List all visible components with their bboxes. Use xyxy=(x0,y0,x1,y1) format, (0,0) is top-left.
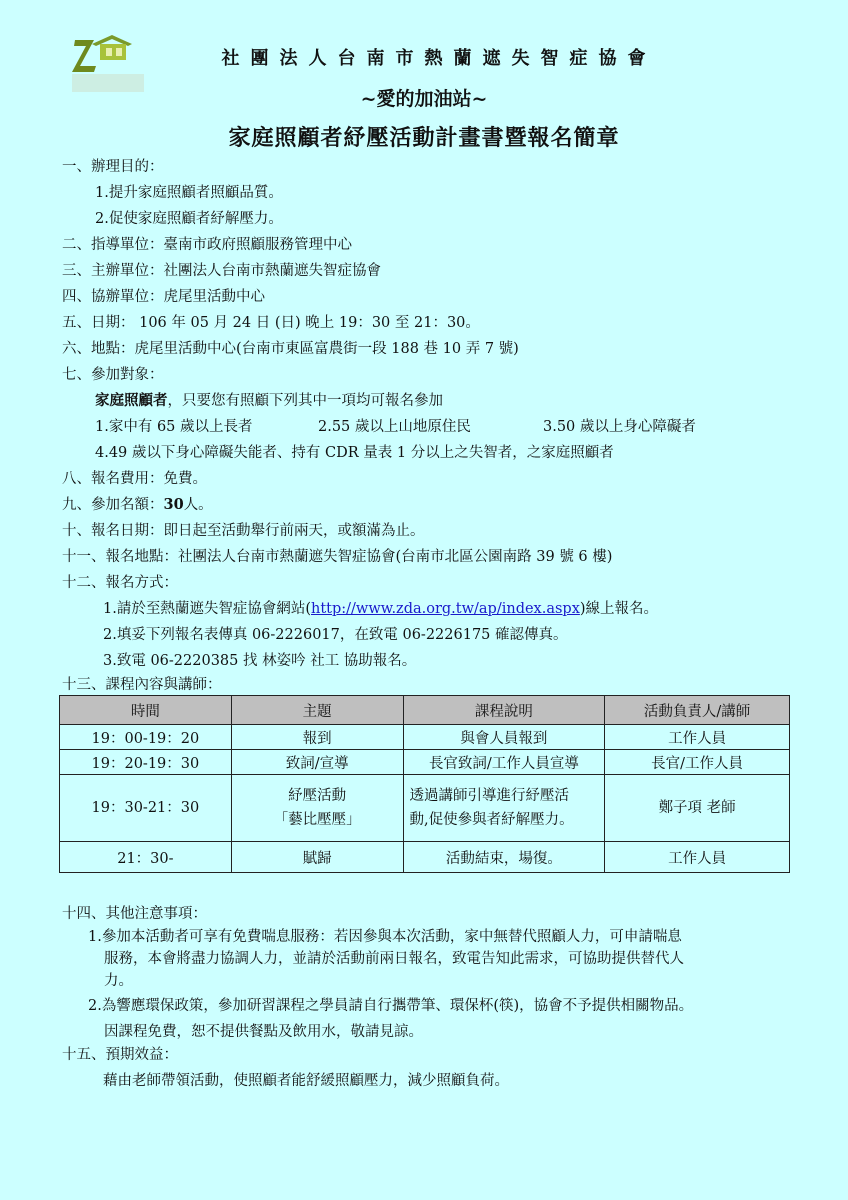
eligibility-4: 4.49 歲以下身心障礙失能者、持有 CDR 量表 1 分以上之失智者，之家庭照顧者 xyxy=(95,445,614,461)
section-8-fee: 八、報名費用：免費。 xyxy=(62,471,207,487)
document-title: 家庭照顧者紓壓活動計畫書暨報名簡章 xyxy=(228,125,620,151)
description-line-2: 動,促使參與者紓解壓力。 xyxy=(409,812,574,828)
table-row xyxy=(60,750,790,775)
cell-topic: 賦歸 xyxy=(231,842,403,873)
cell-description: 長官致詞/工作人員宣導 xyxy=(403,750,605,775)
note-2-line-1: 2.為響應環保政策，參加研習課程之學員請自行攜帶筆、環保杯(筷)，協會不予提供相關物品。 xyxy=(88,998,694,1014)
note-1-line-3: 力。 xyxy=(104,973,133,989)
section-4-co-organizer: 四、協辦單位：虎尾里活動中心 xyxy=(62,289,265,305)
topic-line-2: 「藝比壓壓」 xyxy=(273,812,361,828)
purpose-item-1: 1.提升家庭照顧者照顧品質。 xyxy=(95,185,283,201)
section-2-guidance: 二、指導單位：臺南市政府照顧服務管理中心 xyxy=(62,237,352,253)
course-table xyxy=(59,695,790,873)
cell-time: 19：30-21：30 xyxy=(60,775,232,842)
method-3: 3.致電 06-2220385 找 林姿吟 社工 協助報名。 xyxy=(103,653,417,669)
eligibility-2: 2.55 歲以上山地原住民 xyxy=(318,419,471,435)
expected-result-text: 藉由老師帶領活動，使照顧者能舒緩照顧壓力，減少照顧負荷。 xyxy=(103,1073,509,1089)
cell-time: 19：00-19：20 xyxy=(60,725,232,750)
section-14-notes: 十四、其他注意事項： xyxy=(62,906,207,922)
section-12-registration-method: 十二、報名方式： xyxy=(62,575,178,591)
note-2 xyxy=(88,995,693,1043)
cell-instructor: 鄭子項 老師 xyxy=(605,775,790,842)
organization-name: 社團法人台南市熱蘭遮失智症協會 xyxy=(221,48,657,69)
section-7-participants: 七、參加對象： xyxy=(62,367,164,383)
table-row xyxy=(60,775,790,842)
section-5-date: 五、日期： 106 年 05 月 24 日 (日) 晚上 19：30 至 21：30。 xyxy=(62,315,480,331)
cell-description: 活動結束，場復。 xyxy=(403,842,605,873)
capacity-unit: 人。 xyxy=(183,497,213,513)
note-1 xyxy=(88,926,684,992)
section-11-registration-place: 十一、報名地點：社團法人台南市熱蘭遮失智症協會(台南市北區公園南路 39 號 6 樓) xyxy=(62,549,613,565)
header-topic: 主題 xyxy=(231,696,403,725)
cell-instructor: 長官/工作人員 xyxy=(605,750,790,775)
cell-description xyxy=(403,775,605,842)
section-3-organizer: 三、主辦單位：社團法人台南市熱蘭遮失智症協會 xyxy=(62,263,381,279)
participants-note: ，只要您有照顧下列其中一項均可報名參加 xyxy=(167,393,443,409)
section-15-expected-results: 十五、預期效益： xyxy=(62,1047,178,1063)
participants-description xyxy=(95,392,443,410)
registration-website-link[interactable]: http://www.zda.org.tw/ap/index.aspx xyxy=(311,601,580,617)
table-row xyxy=(60,842,790,873)
description-line-1: 透過講師引導進行紓壓活 xyxy=(409,788,570,804)
cell-topic: 致詞/宣導 xyxy=(231,750,403,775)
note-2-line-2: 因課程免費，恕不提供餐點及飲用水，敬請見諒。 xyxy=(104,1024,423,1040)
cell-time: 19：20-19：30 xyxy=(60,750,232,775)
section-13-courses: 十三、課程內容與講師： xyxy=(62,677,222,693)
section-6-location: 六、地點：虎尾里活動中心(台南市東區富農街一段 188 巷 10 弄 7 號) xyxy=(62,341,519,357)
table-row xyxy=(60,725,790,750)
cell-description: 與會人員報到 xyxy=(403,725,605,750)
cell-topic: 報到 xyxy=(231,725,403,750)
cell-topic xyxy=(231,775,403,842)
topic-line-1: 紓壓活動 xyxy=(288,788,347,804)
section-10-registration-date: 十、報名日期：即日起至活動舉行前兩天，或額滿為止。 xyxy=(62,523,425,539)
header-time: 時間 xyxy=(60,696,232,725)
method-1 xyxy=(103,600,658,618)
section-1-purpose: 一、辦理目的： xyxy=(62,159,164,175)
capacity-label: 九、參加名額： xyxy=(62,497,164,513)
cell-instructor: 工作人員 xyxy=(605,725,790,750)
method-2: 2.填妥下列報名表傳真 06-2226017，在致電 06-2226175 確認傳真。 xyxy=(103,627,568,643)
note-1-line-1: 1.參加本活動者可享有免費喘息服務：若因參與本次活動，家中無替代照顧人力，可申請喘息 xyxy=(88,929,682,945)
eligibility-3: 3.50 歲以上身心障礙者 xyxy=(543,419,696,435)
note-1-line-2: 服務，本會將盡力協調人力，並請於活動前兩日報名，致電告知此需求，可協助提供替代人 xyxy=(104,951,684,967)
eligibility-1: 1.家中有 65 歲以上長者 xyxy=(95,419,253,435)
family-caregiver-label: 家庭照顧者 xyxy=(95,392,168,409)
section-9-capacity xyxy=(62,496,213,514)
purpose-item-2: 2.促使家庭照顧者紓解壓力。 xyxy=(95,211,283,227)
header-description: 課程說明 xyxy=(403,696,605,725)
method-1-prefix: 1.請於至熱蘭遮失智症協會網站( xyxy=(103,601,311,617)
capacity-number: 30 xyxy=(163,496,184,513)
cell-time: 21：30- xyxy=(60,842,232,873)
subtitle: ~愛的加油站~ xyxy=(360,88,488,110)
header-instructor: 活動負責人/講師 xyxy=(605,696,790,725)
table-header-row xyxy=(60,696,790,725)
method-1-suffix: )線上報名。 xyxy=(579,601,659,617)
cell-instructor: 工作人員 xyxy=(605,842,790,873)
